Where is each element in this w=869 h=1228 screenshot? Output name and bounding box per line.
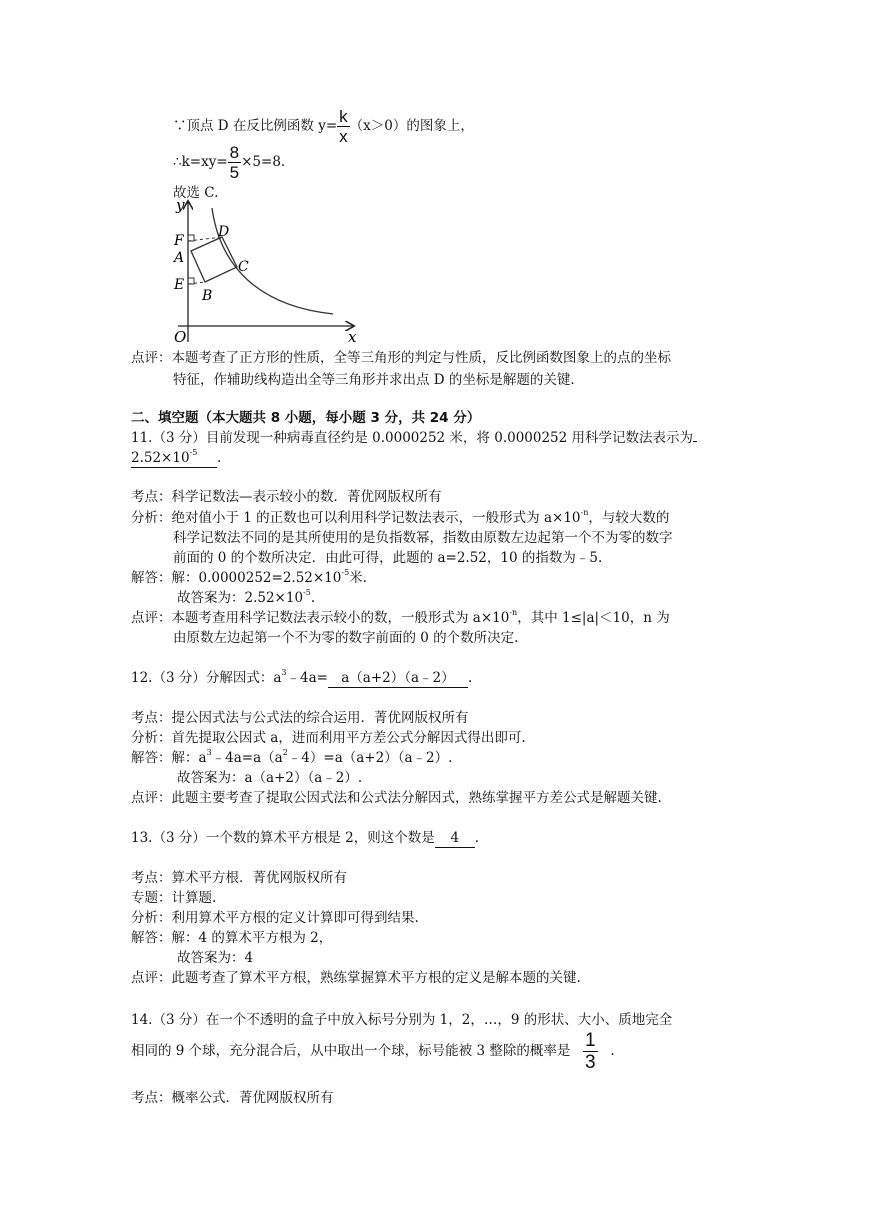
fraction-8-over-5: $\frac{8}{5}$ <box>229 143 240 182</box>
q13-jieda-2: 故答案为：4 <box>177 950 254 966</box>
label-e: E <box>174 277 185 293</box>
prev-line-3: 故选 C. <box>173 185 219 201</box>
square-hyperbola-figure <box>168 196 368 346</box>
prev-line-2-post: ×5=8. <box>241 154 286 170</box>
q12-kaodian: 考点：提公因式法与公式法的综合运用．菁优网版权所有 <box>131 710 469 726</box>
label-b: B <box>202 288 213 304</box>
q14-answer-blank <box>570 1031 610 1072</box>
prev-comment-1: 点评：本题考查了正方形的性质，全等三角形的判定与性质，反比例函数图象上的点的坐标 <box>131 350 671 366</box>
q11-dianping-1: 点评：本题考查用科学记数法表示较小的数，一般形式为 $a\times 10^{-n}$，其中 1≤|a|＜10，n 为 <box>131 608 670 626</box>
q14-stem-2: 相同的 9 个球，充分混合后，从中取出一个球，标号能被 3 整除的概率是 $\frac{1}{3}$ . <box>131 1030 615 1073</box>
label-a: A <box>174 250 185 266</box>
q13-zhuanti: 专题：计算题. <box>131 890 217 906</box>
q11-jieda-2: 故答案为：$2.52\times 10^{-5}$. <box>177 588 316 606</box>
label-y: y <box>176 196 185 214</box>
q14-stem-1: 14.（3 分）在一个不透明的盒子中放入标号分别为 1，2，…，9 的形状、大小、质地完全 <box>131 1012 673 1028</box>
q11-blank-tail <box>693 441 697 442</box>
q11-jieda-1: 解答：解：$0.0000252=2.52\times 10^{-5}$米. <box>131 568 367 586</box>
q12-dianping: 点评：此题主要考查了提取公因式法和公式法分解因式，熟练掌握平方差公式是解题关键. <box>131 790 662 806</box>
prev-line-1-pre: ∵顶点 D 在反比例函数 y= <box>173 118 338 134</box>
label-c: C <box>238 259 249 275</box>
q13-kaodian: 考点：算术平方根．菁优网版权所有 <box>131 870 347 886</box>
q13-stem: 13.（3 分）一个数的算术平方根是 2，则这个数是 4 . <box>131 830 480 846</box>
q12-jieda-2: 故答案为：a（a+2）（a﹣2）. <box>177 770 363 786</box>
q12-fenxi: 分析：首先提取公因式 a，进而利用平方差公式分解因式得出即可. <box>131 730 526 746</box>
label-f: F <box>174 233 184 249</box>
q12-jieda-1: 解答：解：$a^3﹣4a=a(a^2﹣4)=a(a+2)(a﹣2)$. <box>131 748 453 766</box>
q14-kaodian: 考点：概率公式．菁优网版权所有 <box>131 1090 334 1106</box>
prev-line-2 <box>173 144 285 181</box>
label-x: x <box>348 328 357 346</box>
prev-line-2-pre: ∴k=xy= <box>173 154 228 170</box>
q11-answer-line: $2.52\times 10^{-5}$ . <box>131 448 222 466</box>
q11-fenxi-2: 科学记数法不同的是其所使用的是负指数幂，指数由原数左边起第一个不为零的数字 <box>173 530 673 546</box>
q13-fenxi: 分析：利用算术平方根的定义计算即可得到结果. <box>131 910 419 926</box>
q13-jieda-1: 解答：解：4 的算术平方根为 2， <box>131 930 333 946</box>
q12-answer: a（a+2）（a﹣2） <box>328 669 468 688</box>
q11-fenxi-3: 前面的 0 的个数所决定．由此可得，此题的 a=2.52，10 的指数为﹣5. <box>173 550 603 566</box>
right-angle-mark-e <box>188 278 194 284</box>
label-d: D <box>218 224 230 240</box>
prev-line-1 <box>173 108 474 145</box>
q12-stem: 12.（3 分）分解因式：$a^3﹣4a=$ a（a+2）（a﹣2） . <box>131 668 473 686</box>
label-o: O <box>174 328 187 346</box>
prev-comment-2: 特征，作辅助线构造出全等三角形并求出点 D 的坐标是解题的关键. <box>173 372 575 388</box>
q11-kaodian: 考点：科学记数法—表示较小的数．菁优网版权所有 <box>131 489 442 505</box>
prev-line-1-post: （x＞0）的图象上， <box>349 118 474 134</box>
q13-dianping: 点评：此题考查了算术平方根，熟练掌握算术平方根的定义是解本题的关键. <box>131 970 581 986</box>
q11-answer: $2.52\times 10^{-5}$ <box>131 449 217 468</box>
hyperbola-curve <box>212 208 333 314</box>
fraction-k-over-x: $\frac{k}{x}$ <box>339 107 348 146</box>
q13-answer: 4 <box>435 829 475 848</box>
q11-stem: 11.（3 分）目前发现一种病毒直径约是 0.0000252 米，将 0.0000252 用科学记数法表示为 <box>131 428 697 448</box>
fraction-1-over-3: $\frac{1}{3}$ <box>585 1030 596 1073</box>
q11-dianping-2: 由原数左边起第一个不为零的数字前面的 0 的个数所决定. <box>173 630 519 646</box>
section-title: 二、填空题（本大题共 8 小题，每小题 3 分，共 24 分） <box>131 410 481 426</box>
q11-fenxi-1: 分析：绝对值小于 1 的正数也可以利用科学记数法表示，一般形式为 $a\times 10^{-n}$，与较大数的 <box>131 508 670 526</box>
right-angle-mark-f <box>188 235 194 241</box>
